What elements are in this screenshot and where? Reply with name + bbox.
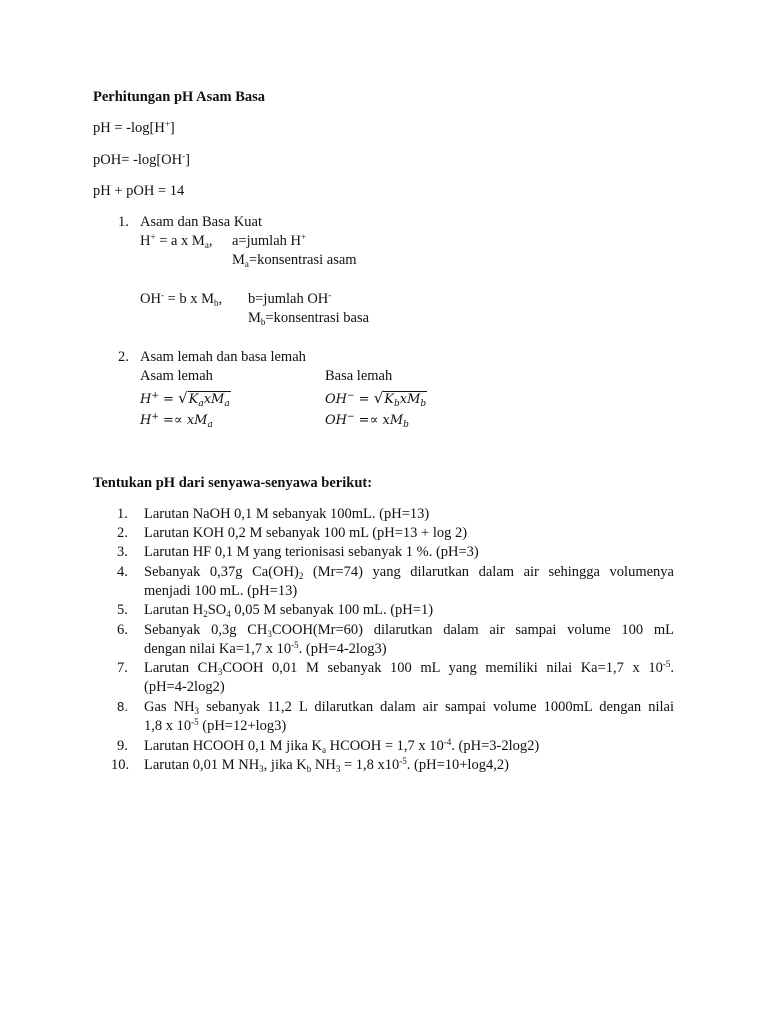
exercise-title: Tentukan pH dari senyawa-senyawa berikut:	[93, 475, 373, 491]
weak-acid-equation-1: $H^+ = √K_axM_a$	[140, 389, 230, 409]
exercise-item: Larutan KOH 0,2 M sebanyak 100 mL (pH=13 + log 2)	[144, 525, 468, 541]
weak-acid-heading: Asam lemah	[140, 368, 213, 384]
section2-number: 2.	[118, 349, 129, 365]
exercise-item: Larutan $H_2SO_4$ 0,05 M sebanyak 100 mL. (pH=1)	[144, 602, 434, 619]
exercise-number: 1.	[117, 506, 128, 522]
exercise-number: 4.	[117, 564, 128, 580]
exercise-item-continued: menjadi 100 mL. (pH=13)	[144, 583, 298, 599]
exercise-item: Larutan HF 0,1 M yang terionisasi sebanyak 1 %. (pH=3)	[144, 544, 479, 560]
exercise-item: Gas $NH_3$ sebanyak 11,2 L dilarutkan dalam air sampai volume 1000mL dengan nilai	[144, 699, 674, 716]
exercise-item: Sebanyak 0,37g $Ca(OH)_2$ (Mr=74) yang dilarutkan dalam air sehingga volumenya	[144, 564, 674, 581]
exercise-item: Larutan HCOOH 0,1 M jika $K_a$ HCOOH = 1,7 x $10^{-4}$. (pH=3-2log2)	[144, 737, 540, 755]
exercise-item-continued: (pH=4-2log2)	[144, 679, 225, 695]
strong-acid-note-ma: $M_a=konsentrasi$ asam	[232, 252, 357, 269]
section2-title: Asam lemah dan basa lemah	[140, 349, 306, 365]
formula-ph-poh-sum: pH + pOH = 14	[93, 183, 185, 199]
formula-ph: pH = -log[H+]	[93, 119, 175, 136]
weak-base-heading: Basa lemah	[325, 368, 393, 384]
strong-acid-formula: H+ = a x $M_a$,	[140, 232, 213, 250]
weak-base-equation-2: $OH^- =\propto xM_b$	[325, 412, 409, 430]
exercise-item: Larutan NaOH 0,1 M sebanyak 100mL. (pH=13)	[144, 506, 430, 522]
exercise-number: 7.	[117, 660, 128, 676]
strong-base-formula: OH- = b x $M_b$,	[140, 290, 223, 308]
exercise-number: 6.	[117, 622, 128, 638]
exercise-item-continued: dengan nilai Ka=1,7 x $10^{-5}$. (pH=4-2log3)	[144, 640, 387, 657]
strong-acid-note-a: a=jumlah H+	[232, 232, 307, 249]
weak-base-equation-1: $OH^- = √K_bxM_b$	[325, 389, 427, 409]
formula-poh: pOH= -log[OH-]	[93, 151, 190, 168]
exercise-number: 9.	[117, 738, 128, 754]
exercise-item: Larutan $CH_3COOH$ 0,01 M sebanyak 100 mL yang memiliki nilai Ka=1,7 x $10^{-5}$.	[144, 659, 674, 677]
strong-base-note-mb: $M_b=konsentrasi$ basa	[248, 310, 370, 327]
exercise-item-continued: 1,8 x $10^{-5}$ (pH=12+log3)	[144, 717, 287, 734]
document-title: Perhitungan pH Asam Basa	[93, 89, 266, 105]
weak-acid-equation-2: $H^+ =\propto xM_a$	[140, 412, 213, 430]
section1-number: 1.	[118, 214, 129, 230]
exercise-number: 3.	[117, 544, 128, 560]
exercise-number: 5.	[117, 602, 128, 618]
exercise-item: Larutan 0,01 M $NH_3$, jika $K_b$ $NH_3 = 1,8$ $x10^{-5}$. (pH=10+log4,2)	[144, 756, 509, 774]
exercise-number: 10.	[111, 757, 130, 773]
strong-base-note-b: b=jumlah OH-	[248, 290, 332, 307]
exercise-number: 2.	[117, 525, 128, 541]
exercise-number: 8.	[117, 699, 128, 714]
exercise-item: Sebanyak 0,3g $CH_3COOH(Mr=60)$ dilarutkan dalam air sampai volume 100 mL	[144, 622, 674, 639]
section1-title: Asam dan Basa Kuat	[140, 214, 263, 230]
